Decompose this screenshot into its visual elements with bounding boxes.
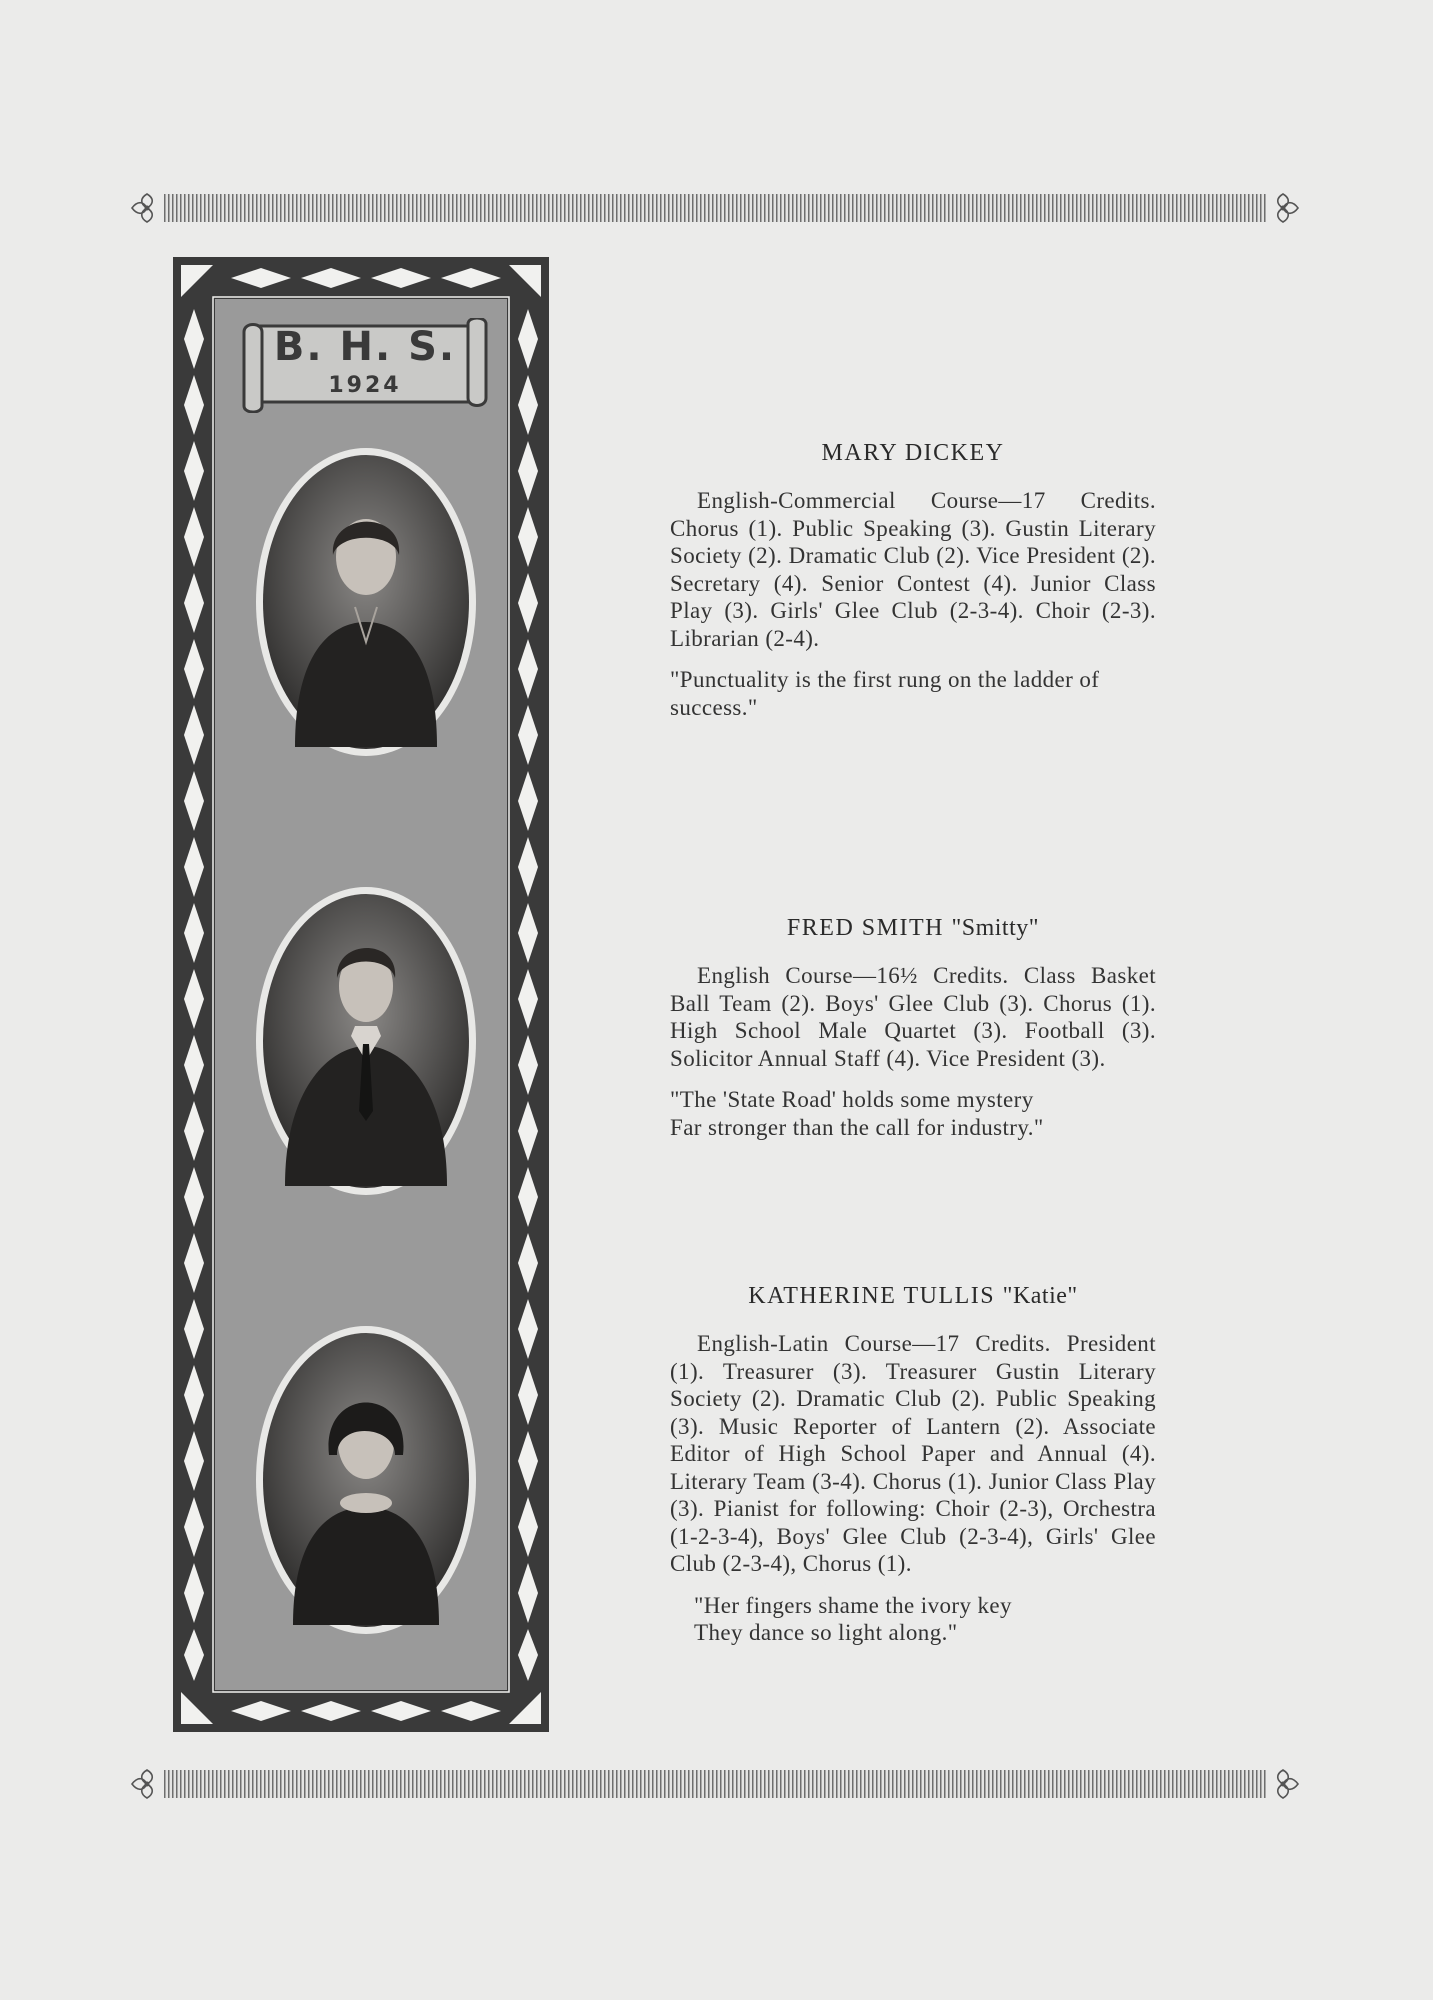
fleuron-ornament-icon	[1266, 1766, 1300, 1802]
student-quote: "Punctuality is the first rung on the ladder of success."	[670, 667, 1100, 720]
banner-title: B. H. S.	[273, 324, 457, 370]
portrait-fred-smith	[255, 886, 477, 1196]
portrait-mary-dickey	[255, 447, 477, 757]
fleuron-ornament-icon	[130, 190, 164, 226]
top-decorative-rule	[130, 190, 1300, 226]
fleuron-ornament-icon	[130, 1766, 164, 1802]
student-activities: English-Latin Course—17 Credits. President (1). Treasurer (3). Treasurer Gustin Literary Society (2). Dramatic Club (2). Public Speaking (3). Music Reporter of Lantern (2). Associate Editor of High School Paper and Annual (4). Literary Team (3-4). Chorus (1). Junior Class Play (3). Pianist for following: Choir (2-3), Orchestra (1-2-3-4), Boys' Glee Club (2-3-4), Girls' Glee Club (2-3-4), Chorus (1).	[670, 1331, 1156, 1576]
fleuron-ornament-icon	[1266, 190, 1300, 226]
student-name: KATHERINE TULLIS "Katie"	[748, 1283, 1078, 1309]
student-nickname: "Smitty"	[951, 915, 1040, 941]
student-nickname: "Katie"	[1002, 1283, 1078, 1309]
student-quote: "The 'State Road' holds some mystery Far stronger than the call for industry."	[670, 1087, 1044, 1140]
student-entry-katherine-tullis	[670, 1283, 1156, 1647]
student-activities: English Course—16½ Credits. Class Basket Ball Team (2). Boys' Glee Club (3). Chorus (1). High School Male Quartet (3). Football (3). Solicitor Annual Staff (4). Vice President (3).	[670, 963, 1156, 1071]
student-activities: English-Commercial Course—17 Credits. Chorus (1). Public Speaking (3). Gustin Literary Society (2). Dramatic Club (2). Vice President (2). Secretary (4). Senior Contest (4). Junior Class Play (3). Girls' Glee Club (2-3-4). Choir (2-3). Librarian (2-4).	[670, 488, 1156, 651]
student-name: FRED SMITH "Smitty"	[786, 915, 1040, 941]
banner-year: 1924	[328, 373, 402, 398]
student-entry-fred-smith	[670, 915, 1156, 1141]
bottom-decorative-rule	[130, 1766, 1300, 1802]
student-name: MARY DICKEY	[821, 440, 1005, 466]
portrait-katherine-tullis	[255, 1325, 477, 1635]
school-banner	[240, 318, 490, 413]
student-entry-mary-dickey	[670, 440, 1156, 721]
student-quote: "Her fingers shame the ivory key They dance so light along."	[694, 1592, 1012, 1645]
